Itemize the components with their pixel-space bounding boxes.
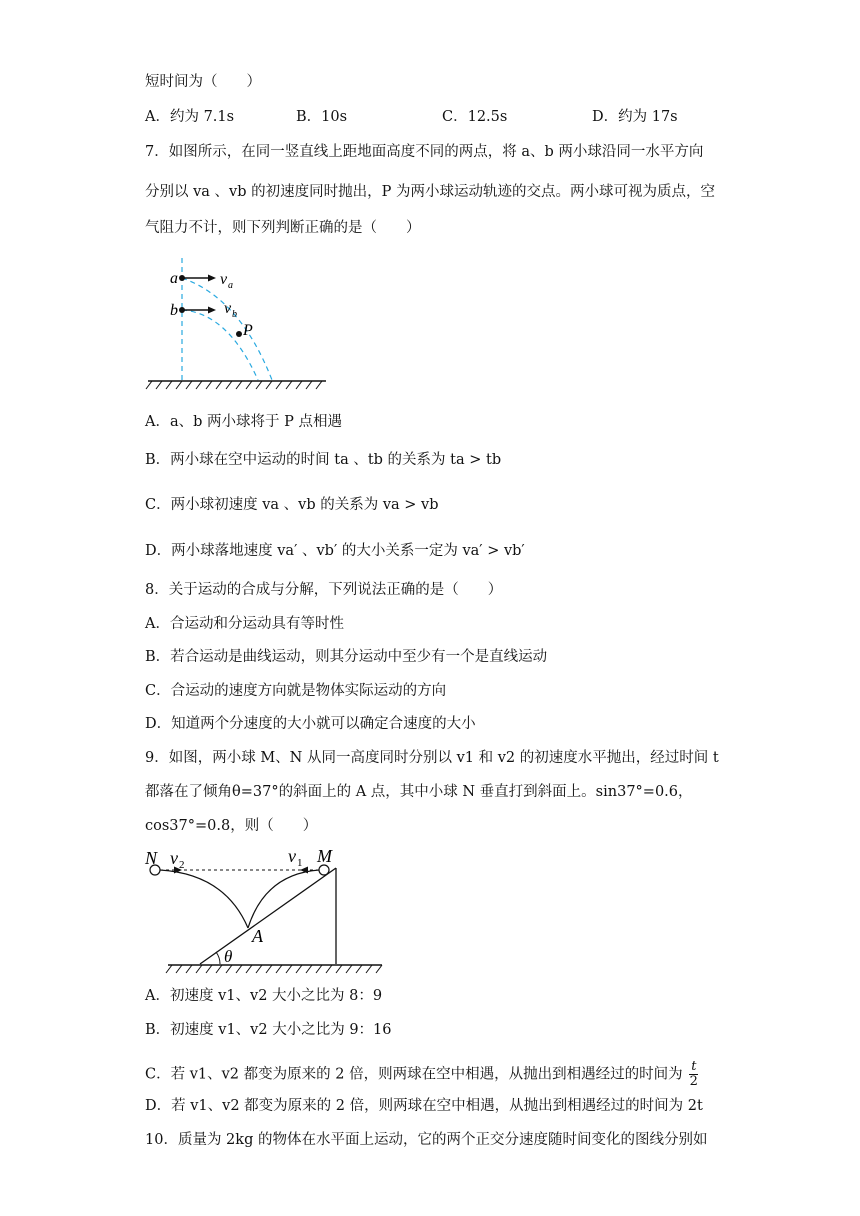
label-va-sub: a — [228, 280, 233, 291]
q9-stem-line3: cos37°=0.8，则（ ） — [145, 818, 318, 834]
q8-option-d: D．知道两个分速度的大小就可以确定合速度的大小 — [145, 716, 476, 732]
trajectory-b — [182, 310, 258, 380]
fraction-denominator: 2 — [689, 1074, 698, 1089]
q7-stem-line2: 分别以 va 、vb 的初速度同时抛出，P 为两小球运动轨迹的交点。两小球可视为质点，空 — [145, 184, 715, 200]
label-v1-sub: 1 — [297, 857, 303, 869]
q9-option-b: B．初速度 v1、v2 大小之比为 9：16 — [145, 1022, 392, 1038]
q8-option-b: B．若合运动是曲线运动，则其分运动中至少有一个是直线运动 — [145, 649, 548, 665]
q7-projectile-figure — [140, 258, 340, 390]
q8-option-a: A．合运动和分运动具有等时性 — [145, 616, 344, 632]
q8-option-c: C．合运动的速度方向就是物体实际运动的方向 — [145, 683, 447, 699]
label-a: a — [170, 270, 178, 287]
fraction-numerator: t — [691, 1059, 697, 1074]
label-vb-sub: b — [232, 309, 237, 320]
point-p — [236, 331, 242, 337]
label-v2-sub: 2 — [179, 859, 185, 871]
q7-stem-line1: 7．如图所示，在同一竖直线上距地面高度不同的两点，将 a、b 两小球沿同一水平方向 — [145, 144, 704, 160]
q6-option-c: C．12.5s — [442, 109, 508, 125]
q6-stem-tail: 短时间为（ ） — [145, 74, 261, 90]
q9-stem-line1: 9．如图，两小球 M、N 从同一高度同时分别以 v1 和 v2 的初速度水平抛出，经过时间 t — [145, 750, 719, 766]
q6-option-b: B．10s — [296, 109, 348, 125]
ground-hatching — [166, 965, 382, 973]
label-n: N — [145, 848, 158, 868]
q9-incline-figure — [140, 842, 390, 976]
angle-arc — [216, 952, 220, 964]
trajectory-m — [248, 870, 319, 928]
trajectory-a — [182, 278, 272, 380]
label-m: M — [317, 846, 332, 866]
label-b: b — [170, 302, 178, 319]
label-v2: v — [170, 848, 178, 868]
q9-option-c — [145, 1060, 698, 1089]
q9-option-d: D．若 v1、v2 都变为原来的 2 倍，则两球在空中相遇，从抛出到相遇经过的时间为 2t — [145, 1098, 703, 1114]
q7-option-a: A．a、b 两小球将于 P 点相遇 — [145, 414, 342, 430]
q7-stem-line3: 气阻力不计，则下列判断正确的是（ ） — [145, 220, 421, 236]
label-vb: v — [224, 300, 232, 317]
q10-stem-line1: 10．质量为 2kg 的物体在水平面上运动，它的两个正交分速度随时间变化的图线分别如 — [145, 1132, 708, 1148]
q6-option-d: D．约为 17s — [592, 109, 678, 125]
incline-line — [200, 868, 336, 964]
label-p: P — [243, 322, 253, 339]
label-va: v — [220, 271, 228, 288]
q9-option-c-text: C．若 v1、v2 都变为原来的 2 倍，则两球在空中相遇，从抛出到相遇经过的时间为 — [145, 1066, 683, 1083]
trajectory-n — [160, 870, 248, 928]
q9-option-a: A．初速度 v1、v2 大小之比为 8：9 — [145, 988, 383, 1004]
q7-option-d: D．两小球落地速度 va′ 、vb′ 的大小关系一定为 va′ > vb′ — [145, 543, 525, 559]
ground-hatching — [146, 381, 322, 389]
fraction-t-over-2 — [689, 1060, 698, 1089]
q7-option-b: B．两小球在空中运动的时间 ta 、tb 的关系为 ta > tb — [145, 452, 502, 468]
q6-option-a: A．约为 7.1s — [145, 109, 235, 125]
label-theta: θ — [224, 947, 233, 966]
q8-stem: 8．关于运动的合成与分解，下列说法正确的是（ ） — [145, 582, 503, 598]
q9-stem-line2: 都落在了倾角θ=37°的斜面上的 A 点，其中小球 N 垂直打到斜面上。sin37°=0.6， — [145, 784, 693, 800]
q7-option-c: C．两小球初速度 va 、vb 的关系为 va > vb — [145, 497, 439, 513]
label-v1: v — [288, 846, 296, 866]
label-a: A — [252, 926, 263, 946]
